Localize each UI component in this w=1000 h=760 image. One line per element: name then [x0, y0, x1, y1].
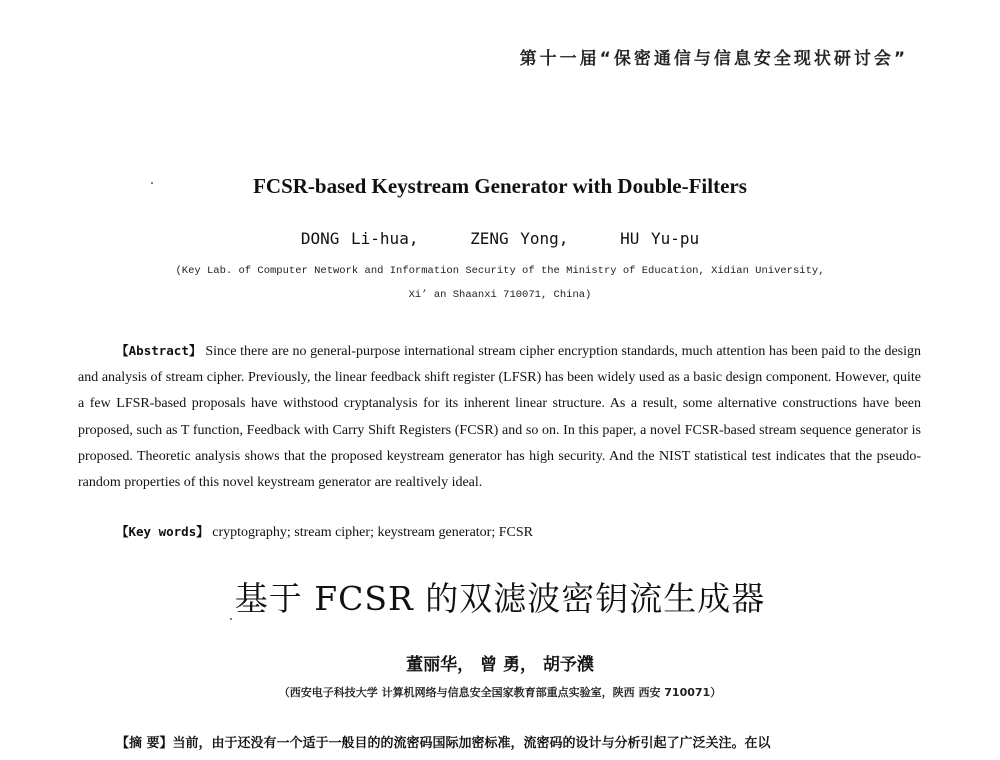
- abstract-en: [78, 338, 921, 496]
- keywords-en: [116, 522, 921, 541]
- author-2: ZENG Yong,: [470, 229, 569, 248]
- affiliation-en-line1: (Key Lab. of Computer Network and Information Security of the Ministry of Education, Xidian University,: [175, 265, 825, 277]
- abstract-label: 【Abstract】: [116, 343, 202, 358]
- paper-title-en: FCSR-based Keystream Generator with Double-Filters: [253, 174, 747, 198]
- scan-speck: [230, 618, 232, 620]
- authors-en: [0, 229, 1000, 248]
- abstract-cn-text: 当前，由于还没有一个适于一般目的的流密码国际加密标准，流密码的设计与分析引起了广泛关注。在以: [172, 736, 771, 751]
- keywords-label: 【Key words】: [116, 524, 209, 539]
- abstract-cn-label: 【摘 要】: [116, 736, 173, 751]
- keywords-text: cryptography; stream cipher; keystream generator; FCSR: [212, 525, 533, 540]
- paper-title-cn: 基于 FCSR 的双滤波密钥流生成器: [234, 579, 766, 618]
- abstract-text: Since there are no general-purpose international stream cipher encryption standards, much attention has been paid to the design and analysis of stream cipher. Previously, the linear feedback shift register (LFSR) has been widely used as a basic design component. However, quite a few LFSR-based proposals have withstood cryptanalysis for its inherent linear structure. As a result, some alternative constructions have been proposed, such as T function, Feedback with Carry Shift Registers (FCSR) and so on. In this paper, a novel FCSR-based stream sequence generator is proposed. Theoretic analysis shows that the proposed keystream generator has high security. And the NIST statistical test indicates that the pseudo-random properties of this novel keystream generator are realtively ideal.: [78, 344, 922, 491]
- abstract-cn: [116, 732, 921, 751]
- authors-cn: 董丽华， 曾 勇， 胡予濮: [406, 655, 594, 675]
- affiliation-en-line2: Xi’ an Shaanxi 710071, China): [408, 289, 592, 301]
- conference-header: 第十一届“保密通信与信息安全现状研讨会”: [519, 49, 908, 69]
- author-1: DONG Li-hua,: [300, 229, 419, 248]
- affiliation-cn: （西安电子科技大学 计算机网络与信息安全国家教育部重点实验室，陕西 西安 710071）: [278, 686, 722, 699]
- author-3: HU Yu-pu: [620, 229, 700, 248]
